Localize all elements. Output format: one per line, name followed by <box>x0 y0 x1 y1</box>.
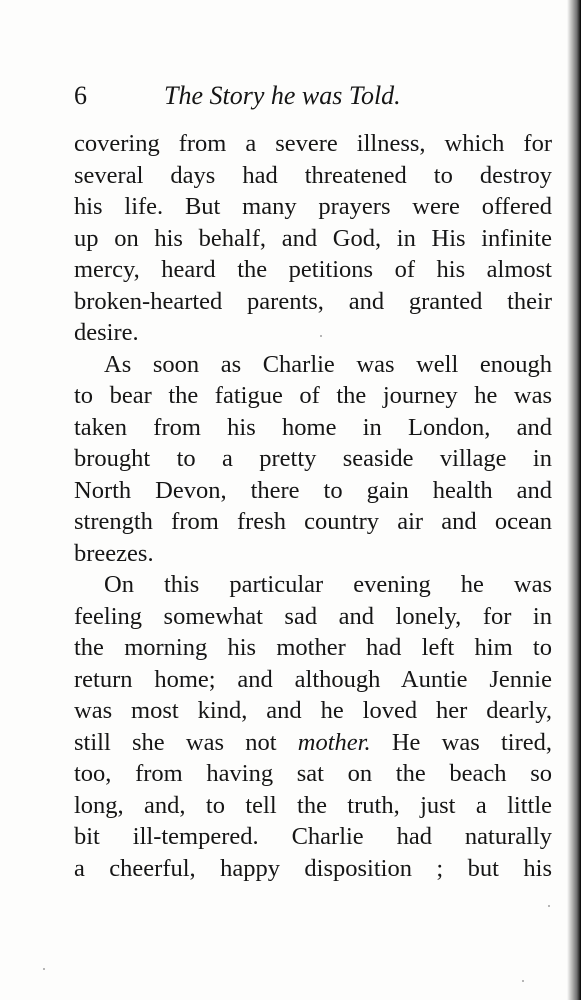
scan-speck <box>522 980 524 982</box>
page-edge-shadow <box>567 0 581 1000</box>
scan-speck <box>320 335 322 337</box>
text-line: to bear the fatigue of the journey he was <box>74 382 552 409</box>
text-run: He was tired, <box>370 728 552 756</box>
text-line: As soon as Charlie was well enough <box>104 350 552 378</box>
text-line: bit ill-tempered. Charlie had naturally <box>74 823 552 850</box>
text-line: mercy, heard the petitions of his almost <box>74 256 552 283</box>
text-line: taken from his home in London, and <box>74 413 552 441</box>
text-line: up on his behalf, and God, in His infinite <box>74 224 552 252</box>
running-title: The Story he was Told. <box>164 81 401 110</box>
text-line: long, and, to tell the truth, just a little <box>74 791 552 819</box>
text-line: desire. <box>74 319 139 346</box>
text-line: On this particular evening he was <box>104 571 552 598</box>
text-line: brought to a pretty seaside village in <box>74 445 552 472</box>
emphasis-word: mother. <box>297 728 371 756</box>
page-number: 6 <box>74 81 87 110</box>
text-line: a cheerful, happy disposition ; but his <box>74 854 552 882</box>
text-line: covering from a severe illness, which for <box>74 130 552 157</box>
text-run: still she was not <box>74 728 298 756</box>
text-line: too, from having sat on the beach so <box>74 760 552 787</box>
scan-speck <box>548 905 550 907</box>
text-line: strength from fresh country air and ocean <box>74 508 552 535</box>
text-line: North Devon, there to gain health and <box>74 476 552 504</box>
text-line-mixed <box>74 727 552 759</box>
page-header <box>74 78 474 114</box>
text-line: several days had threatened to destroy <box>74 161 552 189</box>
body-text <box>74 128 552 884</box>
text-line: breezes. <box>74 539 154 567</box>
text-line: broken-hearted parents, and granted their <box>74 287 552 315</box>
text-line: the morning his mother had left him to <box>74 634 552 661</box>
text-line: return home; and although Auntie Jennie <box>74 665 552 693</box>
scan-speck <box>43 968 45 970</box>
text-line: feeling somewhat sad and lonely, for in <box>74 602 552 630</box>
text-line: was most kind, and he loved her dearly, <box>74 697 552 724</box>
text-line: his life. But many prayers were offered <box>74 193 552 220</box>
